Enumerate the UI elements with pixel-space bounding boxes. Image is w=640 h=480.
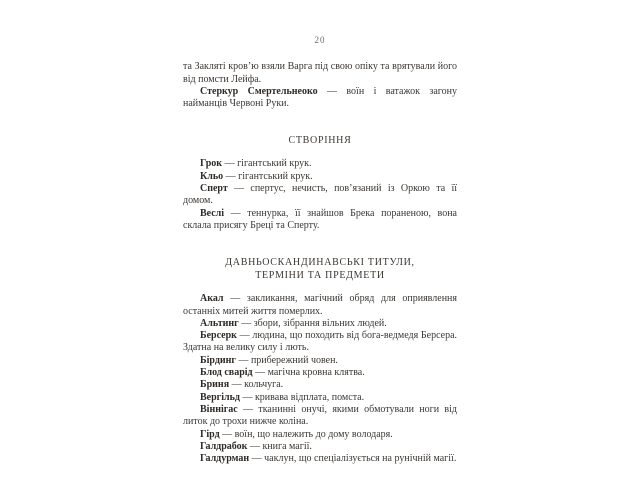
glossary-definition: — воїн, що належить до дому володаря.: [222, 428, 393, 440]
section-heading-line: СТВОРІННЯ: [288, 135, 352, 147]
section-titles-terms: [183, 256, 457, 465]
page-number: 20: [314, 35, 326, 45]
glossary-definition: — збори, зібрання вільних людей.: [241, 317, 387, 329]
glossary-entry: [183, 318, 457, 330]
section-heading: [183, 256, 457, 282]
glossary-entry: [183, 379, 457, 391]
glossary-entry: [183, 453, 457, 465]
glossary-definition: — кольчуга.: [231, 379, 284, 391]
glossary-entry: [183, 183, 457, 208]
glossary-entry: [183, 171, 457, 183]
glossary-term: Блод сварід: [200, 367, 253, 379]
glossary-entry: [183, 330, 457, 355]
glossary-term: Берсерк: [200, 330, 237, 342]
glossary-entry: [183, 355, 457, 367]
glossary-entry: [183, 429, 457, 441]
glossary-term: Альтинг: [200, 317, 239, 329]
glossary-definition: — магічна кровна клятва.: [255, 367, 365, 379]
section-heading: [183, 134, 457, 147]
glossary-definition: — гігантський крук.: [224, 158, 312, 170]
glossary-entry: [183, 208, 457, 233]
glossary-entry: [183, 392, 457, 404]
glossary-term: Сперт: [200, 183, 228, 195]
glossary-entry: [183, 367, 457, 379]
glossary-entry: [183, 293, 457, 318]
section-heading-line: ТЕРМІНИ ТА ПРЕДМЕТИ: [255, 270, 385, 282]
glossary-definition: — тканинні онучі, якими обмотували ноги від литок до трохи нижче коліна.: [183, 403, 458, 428]
glossary-term: Галдурман: [200, 453, 250, 465]
glossary-entry: [183, 86, 457, 111]
glossary-definition: — теннурка, її знайшов Брека пораненою, вона склала присягу Бреці та Сперту.: [183, 207, 457, 231]
glossary-definition: — закликання, магічний обряд для оприявлення останніх митей життя померлих.: [183, 293, 458, 317]
glossary-term: Акал: [200, 293, 224, 305]
glossary-definition: — гігантський крук.: [225, 170, 313, 182]
continuation-paragraph: та Закляті кров’ю взяли Варга під свою опіку та врятували його від помсти Лейфа.: [183, 61, 457, 85]
glossary-term: Веслі: [200, 207, 225, 219]
glossary-definition: — людина, що походить від бога-ведмедя Берсера. Здатна на велику силу і лють.: [183, 330, 458, 354]
glossary-term: Кльо: [200, 170, 224, 182]
glossary-term: Бірдинг: [200, 354, 236, 366]
glossary-definition: — воїн і ватажок загону найманців Червоні Руки.: [183, 85, 458, 110]
glossary-definition: — чаклун, що спеціалізується на рунічній магії.: [251, 453, 457, 465]
glossary-term: Вергільд: [200, 391, 240, 403]
glossary-term: Стеркур Смертельнеоко: [200, 85, 318, 97]
section-creatures: [183, 134, 457, 232]
glossary-term: Віннігас: [200, 403, 238, 415]
section-heading-line: ДАВНЬОСКАНДИНАВСЬКІ ТИТУЛИ,: [225, 257, 415, 269]
glossary-definition: — кривава відплата, помста.: [242, 391, 365, 403]
glossary-definition: — спертус, нечисть, пов’язаний із Оркою та її домом.: [183, 183, 457, 207]
book-page: [183, 0, 457, 465]
glossary-entry: [183, 404, 457, 429]
glossary-definition: — прибережний човен.: [238, 354, 338, 366]
glossary-entry: [183, 441, 457, 453]
glossary-term: Грок: [200, 158, 223, 170]
glossary-term: Бриня: [200, 379, 230, 391]
glossary-entry: [183, 158, 457, 170]
glossary-term: Гірд: [200, 428, 220, 440]
glossary-definition: — книга магії.: [249, 440, 312, 452]
glossary-term: Галдрабок: [200, 440, 248, 452]
